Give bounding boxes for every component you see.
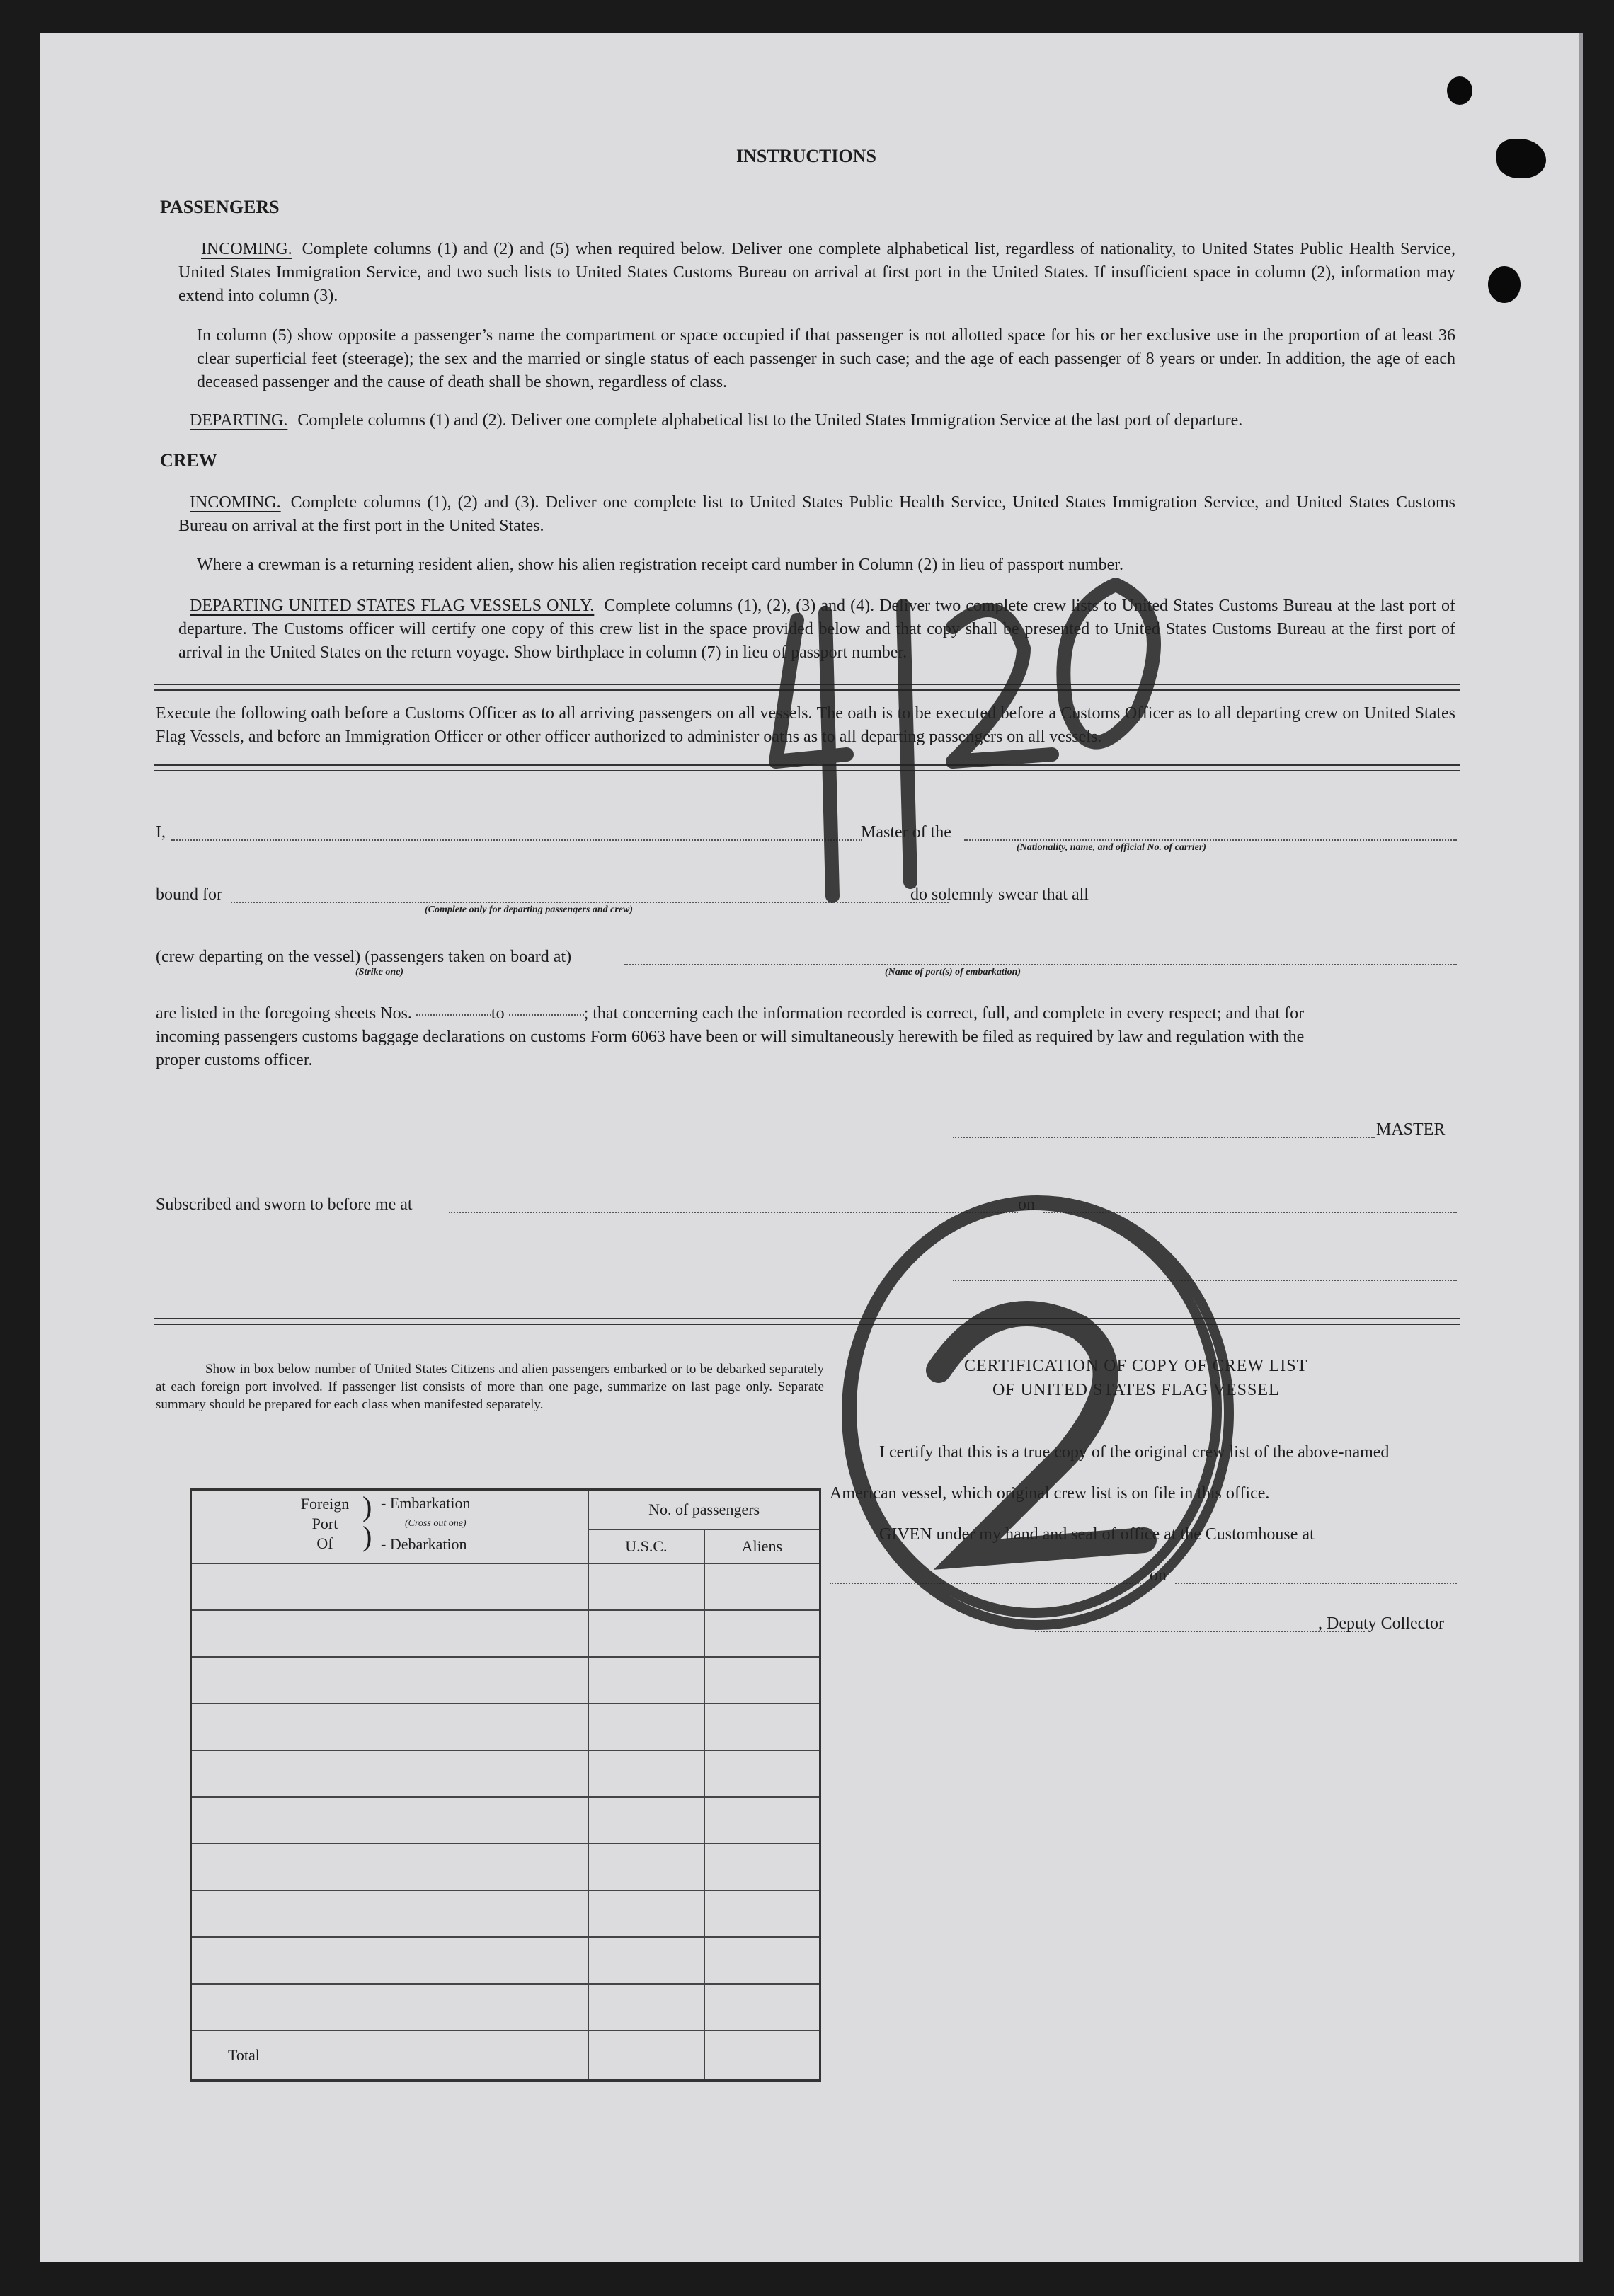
table-row: [191, 1797, 820, 1844]
passengers-departing-text: Complete columns (1) and (2). Deliver one complete alphabetical list to the United States Immigration Service at the last port of departure.: [297, 411, 1243, 430]
table-row: [191, 1937, 820, 1984]
subscribed-on-label: on: [1018, 1195, 1035, 1214]
passengers-incoming-text: Complete columns (1) and (2) and (5) when required below. Deliver one complete alphabetical list, regardless of nationality, to United States Public Health Service, United States Immigration Service, and two such lists to United States Customs Bureau on arrival at first port in the United States. If insufficient space in column (2), information may extend into column (3).: [178, 240, 1455, 305]
passengers-title: PASSENGERS: [160, 197, 280, 217]
embarkation-label: - Embarkation: [381, 1494, 471, 1512]
usc-cell[interactable]: [588, 1563, 704, 1610]
usc-cell[interactable]: [588, 1750, 704, 1797]
aliens-total-cell[interactable]: [704, 2031, 820, 2080]
usc-cell[interactable]: [588, 1890, 704, 1937]
table-row: [191, 1657, 820, 1704]
aliens-cell[interactable]: [704, 1984, 820, 2031]
passengers-incoming-label: INCOMING.: [201, 240, 292, 258]
oath-instructions: Execute the following oath before a Customs Officer as to all arriving passengers on all vessels. The oath is to be executed before a Customs Officer as to all departing crew on United States Flag Vessels, and before an Immigration Officer or other officer authorized to administer oaths as to all departing passengers on all vessels.: [156, 704, 1455, 746]
sheets-to: to: [491, 1004, 505, 1023]
sheets-line-3: proper customs officer.: [156, 1051, 313, 1069]
stroke-2: [953, 610, 1052, 762]
swear-label: do solemnly swear that all: [910, 885, 1089, 904]
crew-passengers-label: (crew departing on the vessel) (passengers taken on board at): [156, 948, 572, 966]
crew-departing-text: Complete columns (1), (2), (3) and (4). Deliver two complete crew lists to United States Customs Bureau at the last port of departure. The Customs officer will certify one copy of this crew list in the space provided below and that copy shall be presented to United States Customs Bureau at the first port of arrival in the United States on the return voyage. Show birthplace in column (7) in lieu of passport number.: [178, 597, 1455, 662]
deputy-collector-label: , Deputy Collector: [1318, 1614, 1444, 1633]
certification-text-1: I certify that this is a true copy of the original crew list of the above-named: [879, 1443, 1390, 1462]
aliens-cell[interactable]: [704, 1890, 820, 1937]
crew-alien-paragraph: Where a crewman is a returning resident alien, show his alien registration receipt card number in Column (2) in lieu of passport number.: [197, 556, 1123, 574]
embarkation-ports-line[interactable]: [624, 964, 1457, 965]
stroke-4b: [825, 613, 832, 896]
master-label: MASTER: [1376, 1120, 1446, 1139]
handwritten-number-overlay: [719, 528, 1356, 924]
aliens-cell[interactable]: [704, 1937, 820, 1984]
usc-header: U.S.C.: [588, 1529, 704, 1563]
port-label: Port: [311, 1515, 338, 1532]
crew-departing-label: DEPARTING UNITED STATES FLAG VESSELS ONLY.: [190, 597, 595, 615]
table-row: [191, 1984, 820, 2031]
document-page: [40, 33, 1583, 2262]
sheets-to-line[interactable]: [509, 1014, 584, 1016]
brace-top: ): [362, 1491, 372, 1522]
stroke-1: [903, 606, 910, 882]
ports-table: [190, 1488, 821, 2082]
certification-title-1: CERTIFICATION OF COPY OF CREW LIST: [964, 1357, 1308, 1375]
foreign-port-header: [191, 1490, 589, 1564]
certification-title-2: OF UNITED STATES FLAG VESSEL: [992, 1381, 1280, 1399]
ports-hint: (Name of port(s) of embarkation): [885, 967, 1021, 977]
certification-on-label: on: [1150, 1566, 1167, 1585]
sheets-prefix: are listed in the foregoing sheets Nos.: [156, 1004, 412, 1023]
subscribed-label: Subscribed and sworn to before me at: [156, 1195, 413, 1214]
two-stroke: [939, 1314, 1144, 1554]
port-cell[interactable]: [191, 1657, 589, 1704]
usc-total-cell[interactable]: [588, 2031, 704, 2080]
bound-for-hint: (Complete only for departing passengers and crew): [425, 905, 633, 915]
port-cell[interactable]: [191, 1984, 589, 2031]
aliens-cell[interactable]: [704, 1750, 820, 1797]
crew-title: CREW: [160, 450, 217, 471]
ink-blot-middle: [1496, 139, 1546, 178]
ink-blot-top: [1447, 76, 1472, 105]
usc-cell[interactable]: [588, 1797, 704, 1844]
usc-cell[interactable]: [588, 1937, 704, 1984]
usc-cell[interactable]: [588, 1984, 704, 2031]
port-cell[interactable]: [191, 1937, 589, 1984]
crew-incoming-text: Complete columns (1), (2) and (3). Deliver one complete list to United States Public Health Service, United States Immigration Service, and United States Customs Bureau on arrival at the first port in the United States.: [178, 493, 1455, 535]
oath-i-label: I,: [156, 823, 166, 842]
port-cell[interactable]: [191, 1610, 589, 1657]
passengers-departing-paragraph: [178, 409, 1455, 432]
column5-paragraph: In column (5) show opposite a passenger’s name the compartment or space occupied if that passenger is not allotted space for his or her exclusive use in the proportion of at least 36 clear superficial feet (steerage); the sex and the married or single status of each passenger in such case; and the age of each passenger of 8 years or under. In addition, the age of each deceased passenger and the cause of death shall be shown, regardless of class.: [197, 326, 1455, 391]
foreign-port-header-inner: [193, 1491, 587, 1562]
table-row: [191, 1890, 820, 1937]
stroke-4a: [776, 620, 847, 762]
master-of-label: Master of the: [861, 823, 951, 842]
table-row: [191, 1844, 820, 1890]
handwritten-number-text: 4120: [719, 528, 721, 529]
page-edge-shadow: [1579, 33, 1583, 2262]
master-signature-line[interactable]: [953, 1137, 1375, 1138]
certification-text-2: American vessel, which original crew list is on file in this office.: [830, 1484, 1270, 1503]
strike-one-hint: (Strike one): [355, 967, 404, 977]
aliens-header: Aliens: [704, 1529, 820, 1563]
bound-for-label: bound for: [156, 885, 222, 904]
total-row: [191, 2031, 820, 2080]
carrier-hint: (Nationality, name, and official No. of carrier): [1017, 842, 1206, 853]
aliens-cell[interactable]: [704, 1563, 820, 1610]
stroke-0: [1063, 585, 1154, 742]
aliens-cell[interactable]: [704, 1844, 820, 1890]
usc-cell[interactable]: [588, 1657, 704, 1704]
circled-number-text: 2: [811, 1158, 812, 1159]
passengers-departing-label: DEPARTING.: [190, 411, 288, 430]
port-cell[interactable]: [191, 1563, 589, 1610]
instructions-heading: INSTRUCTIONS: [736, 146, 876, 166]
sheets-from-line[interactable]: [416, 1014, 491, 1016]
usc-cell[interactable]: [588, 1704, 704, 1750]
port-cell[interactable]: [191, 1750, 589, 1797]
table-row: [191, 1750, 820, 1797]
table-row: [191, 1610, 820, 1657]
port-cell[interactable]: [191, 1704, 589, 1750]
certification-given-text: GIVEN under my hand and seal of office at the Customhouse at: [879, 1525, 1315, 1544]
ink-blot-lower: [1488, 266, 1521, 303]
of-label: Of: [316, 1534, 333, 1552]
port-cell[interactable]: [191, 1844, 589, 1890]
handwritten-circled-two-overlay: [811, 1158, 1271, 1653]
ports-table-header-row: [191, 1490, 820, 1529]
aliens-cell[interactable]: [704, 1704, 820, 1750]
aliens-cell[interactable]: [704, 1797, 820, 1844]
port-cell[interactable]: [191, 1890, 589, 1937]
total-label-cell: [191, 2031, 589, 2080]
usc-cell[interactable]: [588, 1844, 704, 1890]
port-cell[interactable]: [191, 1797, 589, 1844]
debarkation-label: - Debarkation: [381, 1535, 467, 1553]
foreign-port-of: [293, 1494, 357, 1554]
brace-bottom: ): [362, 1520, 372, 1552]
cross-out-hint: (Cross out one): [405, 1518, 467, 1529]
sheets-rest: ; that concerning each the information recorded is correct, full, and complete in every respect; and that for: [583, 1004, 1305, 1023]
table-row: [191, 1563, 820, 1610]
aliens-cell[interactable]: [704, 1657, 820, 1704]
passengers-incoming-paragraph: [178, 238, 1455, 308]
sheets-line-2: incoming passengers customs baggage declarations on customs Form 6063 have been or will simultaneously herewith be filed as required by law and regulation with the: [156, 1028, 1305, 1046]
usc-cell[interactable]: [588, 1610, 704, 1657]
aliens-cell[interactable]: [704, 1610, 820, 1657]
summary-instructions: Show in box below number of United States Citizens and alien passengers embarked or to be debarked separately at each foreign port involved. If passenger list consists of more than one page, summarize on last page only. Separate summary should be prepared for each class when manifested separately.: [156, 1362, 824, 1412]
table-row: [191, 1704, 820, 1750]
sheets-line-1: [156, 1002, 1304, 1026]
foreign-label: Foreign: [300, 1495, 350, 1513]
crew-incoming-label: INCOMING.: [190, 493, 281, 512]
no-of-passengers-header: No. of passengers: [588, 1490, 820, 1529]
total-label: Total: [228, 2045, 260, 2064]
